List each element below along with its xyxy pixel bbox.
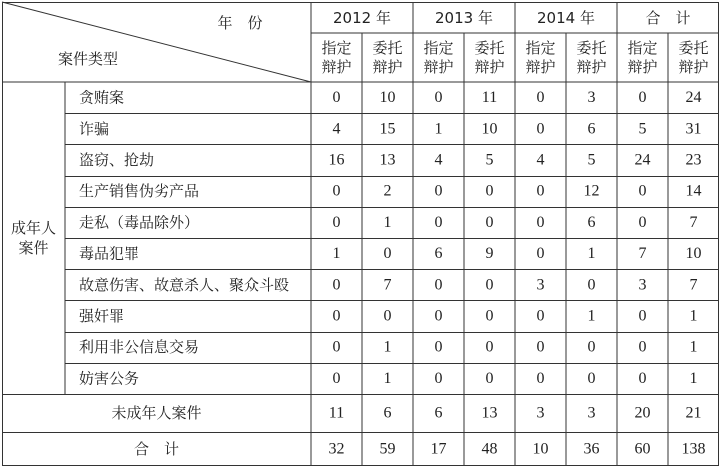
cell-value: 0 bbox=[434, 276, 443, 294]
year-header-2: 2014 年 bbox=[537, 9, 595, 27]
sub-header-line2: 辩护 bbox=[321, 58, 352, 76]
cell-value: 6 bbox=[587, 120, 596, 138]
cell-value: 0 bbox=[638, 338, 647, 356]
cell-value: 0 bbox=[536, 213, 545, 231]
cell-value: 1 bbox=[689, 338, 698, 356]
sub-header-line1: 委托 bbox=[678, 39, 709, 57]
cell-value: 4 bbox=[536, 151, 545, 169]
cell-value: 7 bbox=[638, 245, 647, 263]
minor-row-label: 未成年人案件 bbox=[111, 404, 202, 422]
cell-value: 2 bbox=[383, 182, 392, 200]
cell-value: 0 bbox=[434, 89, 443, 107]
cell-value: 15 bbox=[379, 120, 396, 138]
sub-header-line1: 委托 bbox=[576, 39, 607, 57]
minor-cell-value: 3 bbox=[536, 404, 545, 422]
total-cell-value: 48 bbox=[481, 440, 498, 458]
cell-value: 0 bbox=[536, 89, 545, 107]
cell-value: 5 bbox=[587, 151, 596, 169]
cell-value: 0 bbox=[434, 182, 443, 200]
minor-cell-value: 21 bbox=[685, 404, 702, 422]
group-label-line1: 成年人 bbox=[10, 219, 57, 237]
cell-value: 0 bbox=[332, 307, 341, 325]
cell-value: 13 bbox=[379, 151, 396, 169]
minor-cell-value: 13 bbox=[481, 404, 498, 422]
total-cell-value: 17 bbox=[430, 440, 447, 458]
cell-value: 0 bbox=[434, 369, 443, 387]
sub-header-line1: 指定 bbox=[321, 39, 352, 57]
cell-value: 0 bbox=[383, 307, 392, 325]
sub-header-line2: 辩护 bbox=[372, 58, 403, 76]
cell-value: 0 bbox=[332, 369, 341, 387]
cell-value: 0 bbox=[434, 213, 443, 231]
row-label: 走私（毒品除外） bbox=[79, 213, 200, 232]
cell-value: 6 bbox=[434, 245, 443, 263]
total-cell-value: 138 bbox=[681, 440, 706, 458]
cell-value: 5 bbox=[485, 151, 494, 169]
cell-value: 0 bbox=[638, 307, 647, 325]
sub-header-line2: 辩护 bbox=[627, 58, 658, 76]
row-label: 诈骗 bbox=[79, 119, 110, 138]
sub-header-line2: 辩护 bbox=[525, 58, 556, 76]
total-cell-value: 32 bbox=[328, 440, 345, 458]
sub-header-line2: 辩护 bbox=[576, 58, 607, 76]
row-label: 利用非公信息交易 bbox=[79, 338, 200, 357]
row-label: 毒品犯罪 bbox=[79, 244, 140, 263]
cell-value: 4 bbox=[434, 151, 443, 169]
cell-value: 1 bbox=[332, 245, 341, 263]
total-row-label: 合 计 bbox=[133, 440, 180, 458]
cell-value: 0 bbox=[587, 276, 596, 294]
year-header-1: 2013 年 bbox=[435, 9, 493, 27]
row-label: 生产销售伪劣产品 bbox=[79, 182, 200, 201]
cell-value: 0 bbox=[536, 338, 545, 356]
cell-value: 0 bbox=[485, 276, 494, 294]
total-cell-value: 60 bbox=[634, 440, 651, 458]
cell-value: 0 bbox=[638, 89, 647, 107]
cell-value: 0 bbox=[485, 213, 494, 231]
cell-value: 7 bbox=[383, 276, 392, 294]
cell-value: 0 bbox=[536, 245, 545, 263]
cell-value: 24 bbox=[634, 151, 651, 169]
sub-header-line2: 辩护 bbox=[474, 58, 505, 76]
cell-value: 1 bbox=[689, 369, 698, 387]
sub-header-line1: 指定 bbox=[525, 39, 556, 57]
minor-cell-value: 20 bbox=[634, 404, 651, 422]
minor-cell-value: 3 bbox=[587, 404, 596, 422]
cell-value: 1 bbox=[434, 120, 443, 138]
cell-value: 5 bbox=[638, 120, 647, 138]
cell-value: 10 bbox=[379, 89, 396, 107]
minor-cell-value: 6 bbox=[434, 404, 443, 422]
cell-value: 0 bbox=[485, 369, 494, 387]
cell-value: 0 bbox=[536, 120, 545, 138]
year-header-3: 合 计 bbox=[645, 9, 691, 27]
cell-value: 1 bbox=[383, 338, 392, 356]
cell-value: 0 bbox=[434, 338, 443, 356]
sub-header-line1: 委托 bbox=[474, 39, 505, 57]
cell-value: 12 bbox=[583, 182, 600, 200]
cell-value: 10 bbox=[481, 120, 498, 138]
cell-value: 3 bbox=[536, 276, 545, 294]
cell-value: 0 bbox=[638, 213, 647, 231]
cell-value: 9 bbox=[485, 245, 494, 263]
case-type-header-label: 案件类型 bbox=[57, 50, 119, 68]
cell-value: 0 bbox=[587, 369, 596, 387]
sub-header-line2: 辩护 bbox=[423, 58, 454, 76]
cell-value: 0 bbox=[536, 369, 545, 387]
year-header-0: 2012 年 bbox=[333, 9, 391, 27]
cell-value: 23 bbox=[685, 151, 702, 169]
cell-value: 7 bbox=[689, 276, 698, 294]
row-label: 妨害公务 bbox=[79, 369, 140, 388]
row-label: 盗窃、抢劫 bbox=[79, 151, 155, 169]
cell-value: 0 bbox=[332, 276, 341, 294]
sub-header-line1: 委托 bbox=[372, 39, 403, 57]
cell-value: 7 bbox=[689, 213, 698, 231]
cell-value: 0 bbox=[485, 338, 494, 356]
cell-value: 10 bbox=[685, 245, 702, 263]
minor-cell-value: 11 bbox=[328, 404, 345, 422]
cell-value: 0 bbox=[638, 369, 647, 387]
cell-value: 0 bbox=[332, 182, 341, 200]
cell-value: 1 bbox=[689, 307, 698, 325]
cell-value: 24 bbox=[685, 89, 702, 107]
cell-value: 3 bbox=[587, 89, 596, 107]
defense-statistics-table bbox=[2, 2, 719, 466]
total-cell-value: 36 bbox=[583, 440, 600, 458]
cell-value: 0 bbox=[536, 182, 545, 200]
cell-value: 14 bbox=[685, 182, 702, 200]
sub-header-line2: 辩护 bbox=[678, 58, 709, 76]
minor-cell-value: 6 bbox=[383, 404, 392, 422]
cell-value: 3 bbox=[638, 276, 647, 294]
cell-value: 1 bbox=[383, 369, 392, 387]
cell-value: 16 bbox=[328, 151, 345, 169]
row-label: 强奸罪 bbox=[79, 307, 125, 325]
cell-value: 0 bbox=[536, 307, 545, 325]
cell-value: 0 bbox=[332, 89, 341, 107]
cell-value: 6 bbox=[587, 213, 596, 231]
sub-header-line1: 指定 bbox=[423, 39, 454, 57]
year-header-label: 年 份 bbox=[217, 14, 263, 32]
cell-value: 0 bbox=[485, 182, 494, 200]
cell-value: 0 bbox=[638, 182, 647, 200]
row-label: 贪贿案 bbox=[79, 88, 125, 107]
cell-value: 0 bbox=[434, 307, 443, 325]
sub-header-line1: 指定 bbox=[627, 39, 658, 57]
cell-value: 0 bbox=[485, 307, 494, 325]
total-cell-value: 59 bbox=[379, 440, 396, 458]
cell-value: 1 bbox=[587, 307, 596, 325]
cell-value: 0 bbox=[587, 338, 596, 356]
cell-value: 1 bbox=[383, 213, 392, 231]
group-label-line2: 案件 bbox=[18, 239, 49, 257]
cell-value: 1 bbox=[587, 245, 596, 263]
row-label: 故意伤害、故意杀人、聚众斗殴 bbox=[79, 275, 290, 294]
header-diagonal-line bbox=[2, 2, 311, 82]
cell-value: 0 bbox=[383, 245, 392, 263]
cell-value: 11 bbox=[481, 89, 498, 107]
cell-value: 31 bbox=[685, 120, 702, 138]
cell-value: 0 bbox=[332, 338, 341, 356]
cell-value: 4 bbox=[332, 120, 341, 138]
cell-value: 0 bbox=[332, 213, 341, 231]
total-cell-value: 10 bbox=[532, 440, 549, 458]
